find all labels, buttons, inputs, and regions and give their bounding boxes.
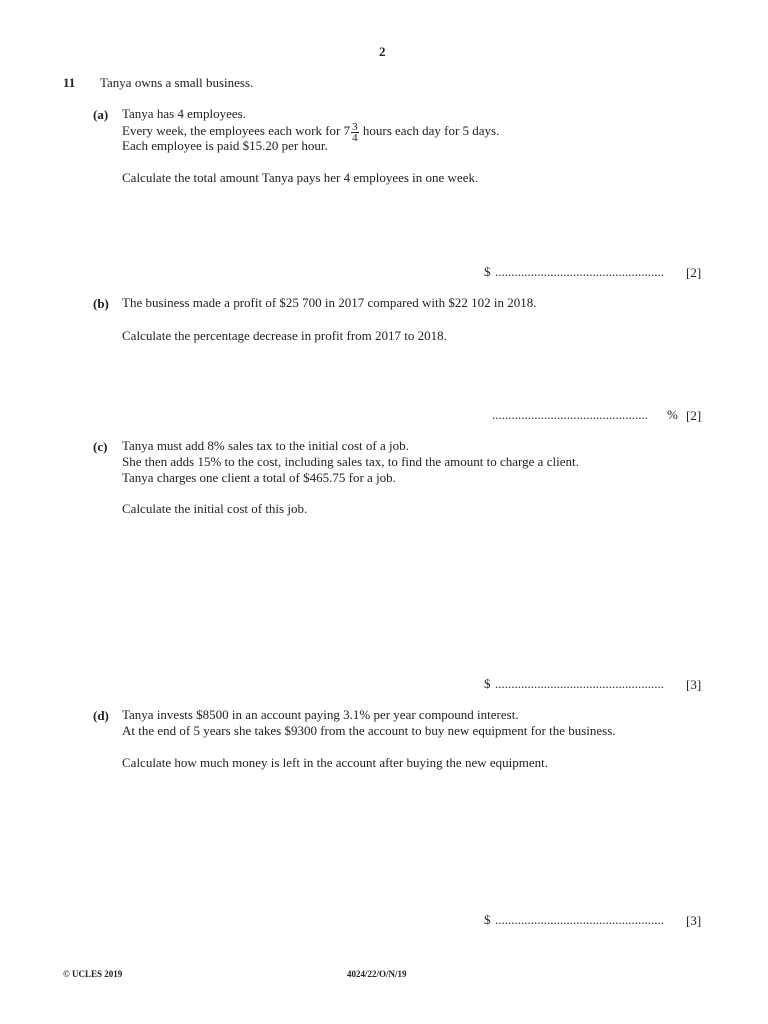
- part-c-marks: [3]: [686, 677, 702, 692]
- part-d-line-1: Tanya invests $8500 in an account paying 3.1% per year compound interest.: [122, 707, 519, 722]
- part-a-line-1: Tanya has 4 employees.: [122, 106, 246, 121]
- fraction-numerator: 3: [352, 120, 358, 133]
- part-b-marks: [2]: [686, 408, 702, 423]
- part-c-instruction: Calculate the initial cost of this job.: [122, 501, 308, 516]
- part-b-instruction: Calculate the percentage decrease in profit from 2017 to 2018.: [122, 328, 447, 343]
- part-a-line-3: Each employee is paid $15.20 per hour.: [122, 138, 328, 153]
- part-a-answer-prefix: $: [484, 264, 491, 279]
- fraction-denominator: 4: [352, 131, 358, 144]
- question-intro: Tanya owns a small business.: [100, 75, 254, 90]
- footer-copyright: © UCLES 2019: [63, 969, 123, 979]
- page-number: 2: [379, 44, 386, 59]
- part-c-line-2: She then adds 15% to the cost, including sales tax, to find the amount to charge a client.: [122, 454, 579, 469]
- part-c-line-3: Tanya charges one client a total of $465.75 for a job.: [122, 470, 396, 485]
- part-c-label: (c): [93, 439, 108, 454]
- part-d-instruction: Calculate how much money is left in the account after buying the new equipment.: [122, 755, 548, 770]
- part-a-instruction: Calculate the total amount Tanya pays her 4 employees in one week.: [122, 170, 479, 185]
- part-b-label: (b): [93, 296, 109, 311]
- part-b-answer-suffix: %: [667, 407, 678, 422]
- mixed-fraction: [351, 122, 359, 143]
- part-d-answer-prefix: $: [484, 912, 491, 927]
- part-b-line-1: The business made a profit of $25 700 in 2017 compared with $22 102 in 2018.: [122, 295, 537, 310]
- part-c-line-1: Tanya must add 8% sales tax to the initial cost of a job.: [122, 438, 409, 453]
- part-a-marks: [2]: [686, 265, 702, 280]
- part-a-line-2-start: Every week, the employees each work for 7: [122, 123, 351, 138]
- part-b-answer-line[interactable]: ................................................: [492, 407, 648, 422]
- part-a-answer-line[interactable]: ....................................................: [495, 264, 664, 279]
- footer-paper-code: 4024/22/O/N/19: [347, 969, 407, 979]
- part-d-marks: [3]: [686, 913, 702, 928]
- part-d-line-2: At the end of 5 years she takes $9300 from the account to buy new equipment for the business.: [122, 723, 616, 738]
- part-d-answer-line[interactable]: ....................................................: [495, 912, 664, 927]
- question-number: 11: [63, 75, 76, 90]
- part-a-label: (a): [93, 107, 109, 122]
- part-a-line-2-end: hours each day for 5 days.: [359, 123, 500, 138]
- part-c-answer-prefix: $: [484, 676, 491, 691]
- part-d-label: (d): [93, 708, 109, 723]
- part-c-answer-line[interactable]: ....................................................: [495, 676, 664, 691]
